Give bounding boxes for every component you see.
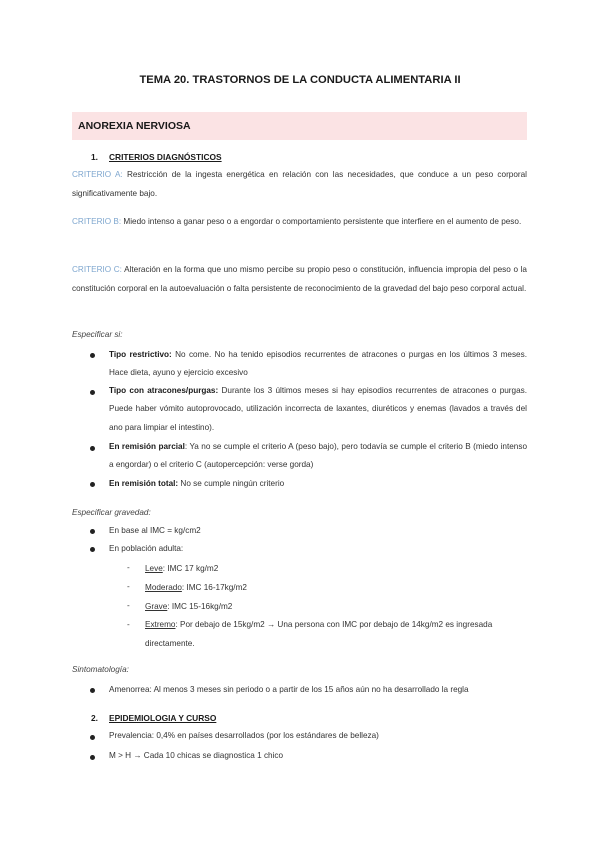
- nivel-extremo-label: Extremo: [145, 620, 176, 629]
- section-header: [72, 112, 527, 140]
- criterio-c: [72, 261, 527, 298]
- tipo-atracones-text: Durante los 3 últimos meses si hay episodios recurrentes de atracones o purgas. Puede haber vómito autoprovocado, utilización incorrecta de laxantes, diuréticos y enemas (lavados a través del ano para limpiar el intestino).: [109, 386, 528, 432]
- bullet-icon: [90, 529, 95, 534]
- dash-marker: -: [127, 620, 130, 629]
- bullet-icon: [90, 755, 95, 760]
- sintoma-item: Amenorrea: Al menos 3 meses sin periodo o a partir de los 15 años aún no ha desarrollado la regla: [109, 685, 469, 694]
- dash-marker: -: [127, 563, 130, 572]
- remision-total-text: No se cumple ningún criterio: [178, 479, 285, 488]
- epidemiologia-item: Prevalencia: 0,4% en países desarrollados (por los estándares de belleza): [109, 731, 379, 740]
- heading-2-text: EPIDEMIOLOGIA Y CURSO: [109, 713, 217, 723]
- bullet-icon: [90, 688, 95, 693]
- nivel-leve-label: Leve: [145, 564, 163, 573]
- tipo-restrictivo: [109, 346, 527, 383]
- nivel-moderado-label: Moderado: [145, 583, 182, 592]
- criterio-a: [72, 166, 527, 203]
- tipo-restrictivo-label: Tipo restrictivo:: [109, 350, 172, 359]
- tipo-atracones-label: Tipo con atracones/purgas:: [109, 386, 219, 395]
- nivel-leve-text: : IMC 17 kg/m2: [162, 564, 219, 573]
- gravedad-item: En base al IMC = kg/cm2: [109, 526, 201, 535]
- criterio-b-text: Miedo intenso a ganar peso o a engordar o comportamiento persistente que interfiere en el aumento de peso.: [121, 217, 522, 226]
- tipo-atracones: [109, 382, 527, 437]
- bullet-icon: [90, 390, 95, 395]
- dash-marker: -: [127, 582, 130, 591]
- nivel-leve: [145, 559, 527, 578]
- nivel-moderado: [145, 578, 527, 597]
- section-title: ANOREXIA NERVIOSA: [78, 120, 191, 132]
- remision-parcial-label: En remisión parcial: [109, 442, 185, 451]
- page-title: TEMA 20. TRASTORNOS DE LA CONDUCTA ALIMENTARIA II: [139, 74, 461, 86]
- nivel-extremo-text: : Por debajo de 15kg/m2 → Una persona con IMC por debajo de 14kg/m2 es ingresada directamente.: [145, 620, 493, 648]
- bullet-icon: [90, 353, 95, 358]
- nivel-grave: [145, 597, 527, 616]
- remision-parcial: [109, 438, 527, 475]
- criterio-b-label: CRITERIO B:: [72, 217, 122, 226]
- gravedad-item: En población adulta:: [109, 544, 184, 553]
- dash-marker: -: [127, 601, 130, 610]
- especificar-gravedad-label: Especificar gravedad:: [72, 508, 151, 517]
- remision-parcial-text: : Ya no se cumple el criterio A (peso bajo), pero todavía se cumple el criterio B (miedo intenso a engordar) o el criterio C (autopercepción: verse gorda): [109, 442, 527, 470]
- nivel-extremo: [145, 615, 527, 653]
- nivel-grave-label: Grave: [145, 602, 168, 611]
- criterio-a-label: CRITERIO A:: [72, 170, 123, 179]
- sintomatologia-label: Sintomatología:: [72, 665, 129, 674]
- epidemiologia-item: M > H → Cada 10 chicas se diagnostica 1 chico: [109, 751, 284, 760]
- nivel-moderado-text: : IMC 16-17kg/m2: [181, 583, 247, 592]
- heading-1-number: 1.: [91, 152, 98, 162]
- bullet-icon: [90, 735, 95, 740]
- nivel-grave-text: : IMC 15-16kg/m2: [167, 602, 233, 611]
- especificar-si-label: Especificar si:: [72, 330, 123, 339]
- criterio-b: [72, 213, 527, 232]
- bullet-icon: [90, 547, 95, 552]
- remision-total-label: En remisión total:: [109, 479, 179, 488]
- bullet-icon: [90, 482, 95, 487]
- heading-1-text: CRITERIOS DIAGNÓSTICOS: [109, 152, 222, 162]
- heading-2-number: 2.: [91, 713, 98, 723]
- criterio-c-label: CRITERIO C:: [72, 265, 122, 274]
- tipo-restrictivo-text: No come. No ha tenido episodios recurrentes de atracones o purgas en los últimos 3 meses. Hace dieta, ayuno y ejercicio excesivo: [109, 350, 527, 378]
- criterio-c-text: Alteración en la forma que uno mismo percibe su propio peso o constitución, influencia impropia del peso o la constitución corporal en la autoevaluación o falta persistente de reconocimiento de la gravedad del bajo peso corporal actual.: [72, 265, 527, 293]
- criterio-a-text: Restricción de la ingesta energética en relación con las necesidades, que conduce a un peso corporal significativamente bajo.: [72, 170, 527, 198]
- remision-total: [109, 475, 527, 493]
- bullet-icon: [90, 446, 95, 451]
